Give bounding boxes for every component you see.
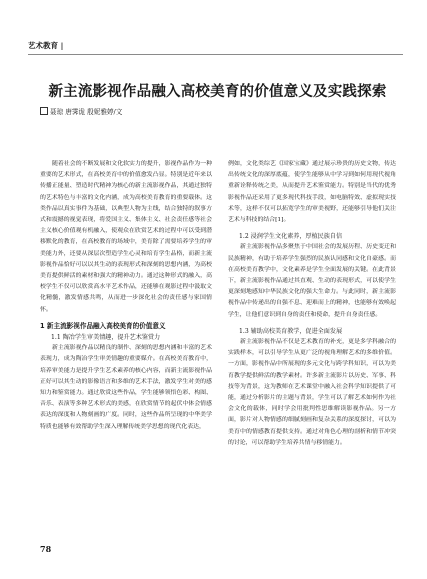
section-1-1-heading: 1.1 陶冶学生审美情趣，提升艺术鉴赏力 [51,334,161,342]
left-column [40,159,212,433]
authors-text: 聂琼 唐霁诡 殷妮雅婷/文 [50,108,123,116]
square-bullet-icon [40,107,48,115]
header-rule [28,54,403,55]
article-authors [40,106,122,116]
column-label: 艺术教育 | [28,41,64,50]
section-1-1-paragraph: 新主流影视作品以精良的制作、深刻的思想内涵和丰富的艺术表现力，成为陶冶学生审美情趣的重要媒介。在高校美育教育中，培养审美能力是提升学生艺术素养的核心内容，而新主流影视作品正好可以其生动的影像语言和多维的艺术手法，激发学生对美的感知力和鉴赏能力。通过欣赏这些作品，学生能够领悟色彩、构图、音乐、表演等多种艺术形式的美感，在欣赏情节的起伏中体会情感表达的深度和人物刻画的广度。同时，这些作品所呈现的中华美学特质也能够有效帮助学生深入理解传统美学思想的现代化表达， [40,345,212,430]
article-title: 新主流影视作品融入高校美育的价值意义及实践探索 [48,84,387,100]
right-column [228,159,396,449]
section-1-2-heading: 1.2 浸润学生文化素养，厚植民族自信 [239,233,343,241]
section-1-heading: 1 新主流影视作品融入高校美育的价值意义 [40,321,166,330]
continued-paragraph: 例如，文化类综艺《国家宝藏》通过展示珍贵的历史文物，传达出传统文化的深厚底蕴，使学生能够从中学习到如何用现代视角重新诠释传统之美，从而提升艺术鉴赏能力。特别是当代的优秀影视作品还采用了更多现代科技手段，如电脑特效、虚拟现实技术等，这样不仅可以拓宽学生的审美视野，还能够引导他们关注艺术与科技的结合[1]。 [228,161,396,224]
section-1-3-paragraph: 新主流影视作品不仅是艺术教育的补充，更是多学科融合的实践样本，可以引导学生从更广泛的视角理解艺术的多维价值。一方面，影视作品中所展现的多元文化与跨学科知识，可以为美育教学提供鲜活的教学素材。许多新主流影片以历史、军事、科技等为背景，这为教师在艺术课堂中融入社会科学知识提供了可能，通过分析影片的主题与背景，学生可以了解艺术如何作为社会文化的载体，同时学会用批判性思维解读影视作品。另一方面，影片对人物情感的细腻刻画和复杂关系的深度探讨，可以为美育中的情感教育提供支持。通过对角色心理的剖析和情节冲突的讨论，可以帮助学生培养共情与移情能力。 [228,339,396,446]
section-1-2-paragraph: 新主流影视作品多聚焦于中国社会的发展历程、历史变迁和民族精神，有助于培养学生强烈的民族认同感和文化自豪感。而在高校美育教学中，文化素养是学生全面发展的关键。在此背景下，新主流影视作品通过其直观、生动的表现形式，可以使学生更深刻地感知中华民族文化的强大生命力。与此同时，新主流影视作品中传递出的自强不息、迎难而上的精神，也能够有效唤起学生，让他们意识到自身的责任和使命，提升自身责任感。 [228,244,396,318]
section-1-3-heading: 1.3 辅助高校美育教学，促进全面发展 [239,327,343,335]
intro-paragraph: 随着社会的不断发展和文化软实力的提升，影视作品作为一种重要的艺术形式，在高校美育中的价值愈发凸显。特别是近年来以传播正能量、塑造时代精神为核心的新主流影视作品，其通过独特的艺术特色与丰富的文化内涵，成为高校美育教育的重要载体。这类作品以真实事件为基础，以典型人物为主线，结合独特的叙事方式和震撼的视觉表现，将爱国主义、集体主义、社会责任感等社会主义核心价值观有机融入，使观众在欣赏艺术的过程中可以受到潜移默化的教育，在高校教育的场域中，美育除了需要培养学生的审美能力外，还要从深层次塑造学生心灵和培育学生品格，而新主流影视作品恰好可以以其生动的表现形式和深刻的思想内涵，为高校美育提供鲜活的素材和强大的精神动力。通过这种形式的融入，高校学生不仅可以欣赏高水平艺术作品，还能够在观影过程中汲取文化精髓，激发情感共鸣，从而进一步深化社会的责任感与家国情怀。 [40,161,212,313]
page-number: 78 [40,544,52,554]
